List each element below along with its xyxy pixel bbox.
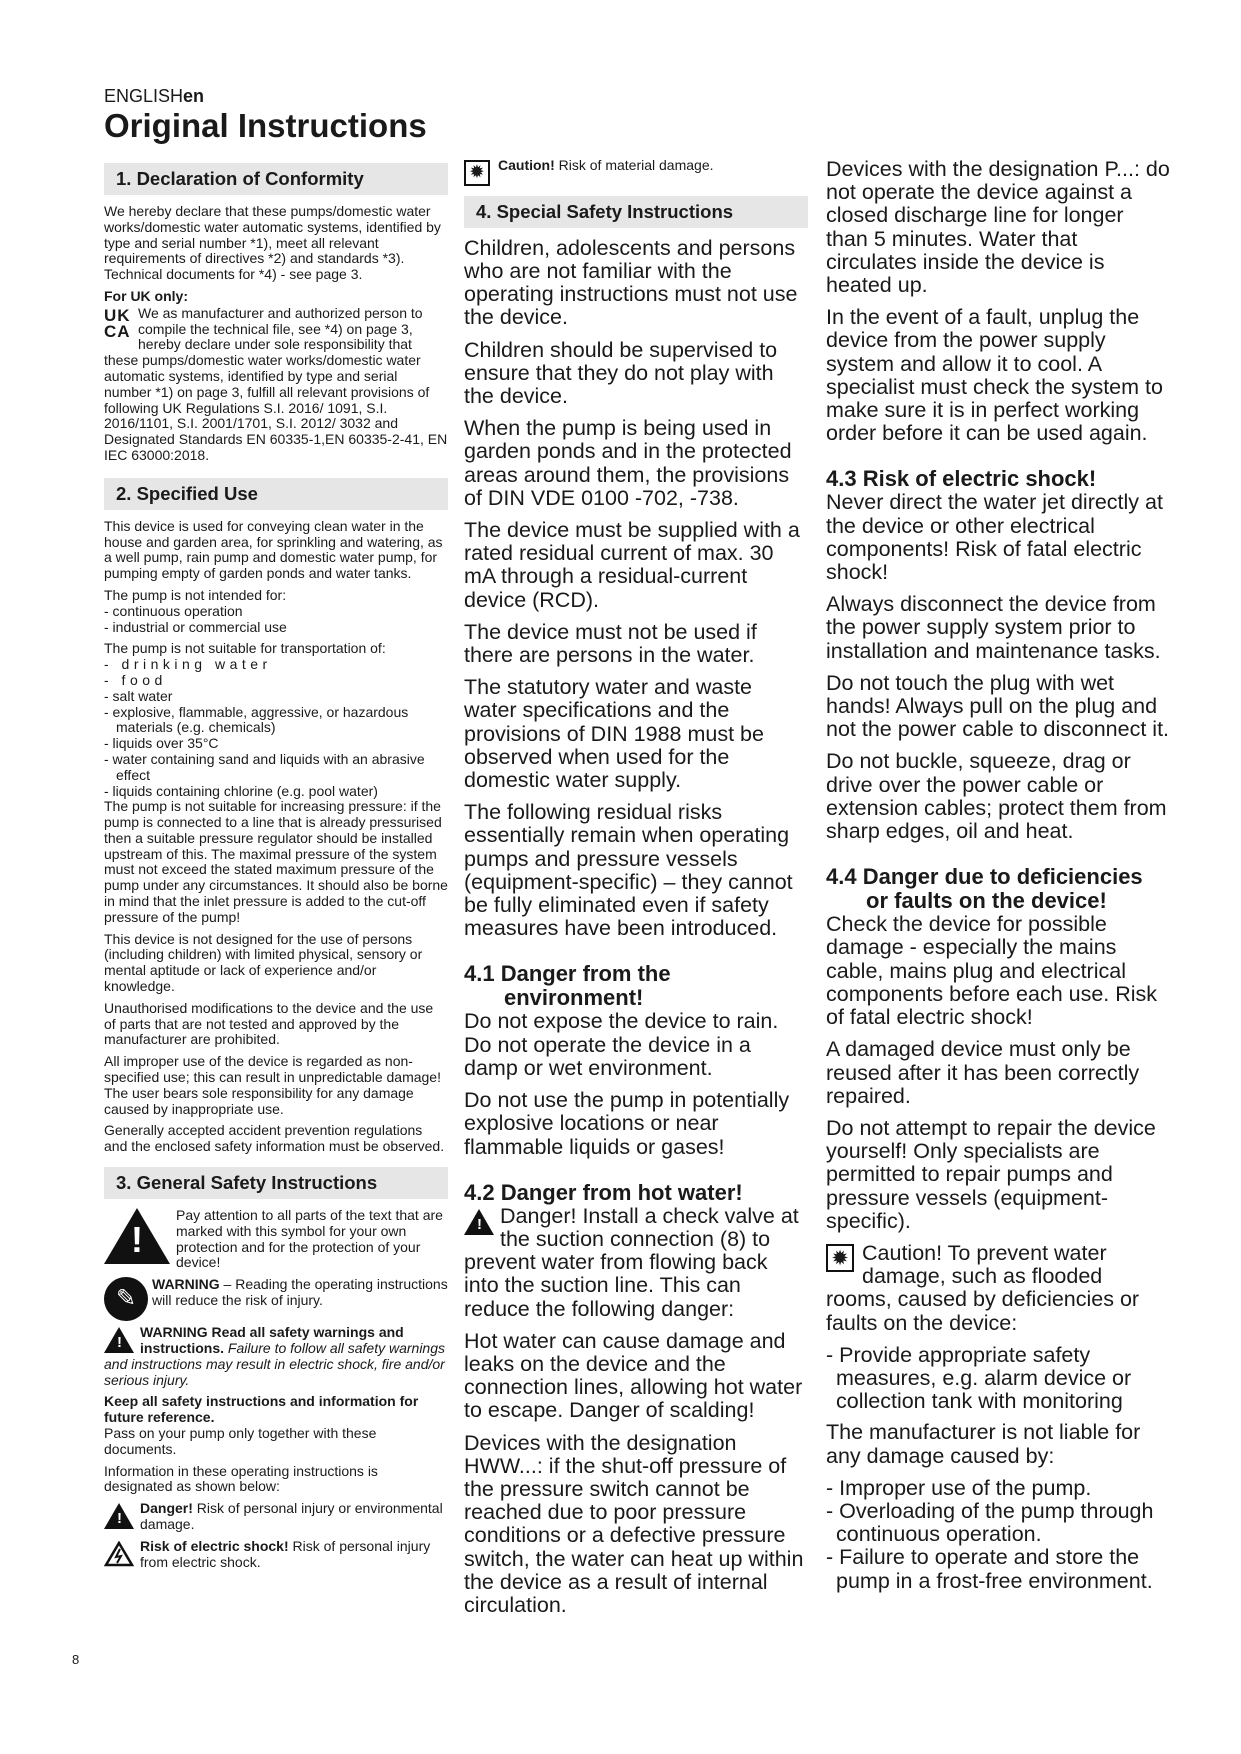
warning-text: – Reading the operating instructions will reduce the risk of injury.	[152, 1276, 448, 1309]
warning-lead: WARNING	[152, 1276, 220, 1293]
paragraph: The statutory water and waste water specifications and the provisions of DIN 1988 must be observed when used for the domestic water supply.	[464, 675, 764, 793]
section-heading-special-safety: 4. Special Safety Instructions	[464, 196, 808, 228]
heading-line: 4.1 Danger from the	[464, 961, 671, 987]
read-instructions-warning	[104, 1276, 448, 1313]
warning-text: Failure to follow all safety warnings and instructions may result in electric shock, fire and/or serious injury.	[104, 1340, 446, 1388]
paragraph: The pump is not suitable for transportation of:	[104, 640, 386, 657]
paragraph: Devices with the designation P...: do not operate the device against a closed discharge line for longer than 5 minutes. Water that circulates inside the device is heated up.	[826, 157, 1170, 298]
heading-line: or faults on the device!	[866, 888, 1107, 914]
caution-lead: Caution!	[498, 157, 555, 173]
shock-text: Risk of personal injury from electric shock.	[140, 1537, 431, 1570]
read-manual-icon: ✎	[104, 1277, 148, 1321]
paragraph: Devices with the designation HWW...: if the shut-off pressure of the pressure switch cannot be reached due to poor pressure conditions or a defective pressure switch, the water can heat up within the device as a result of internal circulation.	[464, 1430, 804, 1617]
warning-lead: WARNING Read all safety warnings and instructions.	[140, 1324, 404, 1357]
list-item: - Improper use of the pump.	[826, 1475, 1092, 1500]
paragraph: Unauthorised modifications to the device and the use of parts that are not tested and approved by the manufacturer are prohibited.	[104, 999, 434, 1048]
uk-declaration	[104, 306, 448, 464]
column-1	[104, 163, 448, 1576]
paragraph: All improper use of the device is regarded as non-specified use; this can result in unpredictable damage! The user bears sole responsibility for any damage caused by inappropriate use.	[104, 1053, 441, 1117]
list-item: - Failure to operate and store the pump in a frost-free environment.	[826, 1545, 1153, 1593]
list-item: - industrial or commercial use	[104, 618, 287, 635]
not-suitable-list	[104, 657, 448, 799]
material-damage-icon: ✹	[464, 160, 490, 186]
page-number: 8	[72, 1652, 80, 1667]
paragraph: Always disconnect the device from the power supply system prior to installation and maintenance tasks.	[826, 592, 1161, 663]
paragraph: A damaged device must only be reused after it has been correctly repaired.	[826, 1037, 1140, 1108]
paragraph: Do not expose the device to rain. Do not operate the device in a damp or wet environment.	[464, 1009, 779, 1080]
list-item: - Overloading of the pump through continuous operation.	[826, 1498, 1154, 1547]
section-heading-specified-use: 2. Specified Use	[104, 478, 448, 510]
shock-lead: Risk of electric shock!	[140, 1537, 289, 1554]
warning-triangle-icon: !	[104, 1208, 170, 1264]
heading-line: 4.4 Danger due to deficiencies	[826, 864, 1143, 890]
paragraph: Children, adolescents and persons who are not familiar with the operating instructions must not use the device.	[464, 235, 798, 330]
section-heading-general-safety: 3. General Safety Instructions	[104, 1167, 448, 1199]
paragraph: This device is used for conveying clean water in the house and garden area, for sprinkling and watering, as a well pump, rain pump and domestic water pump, for pumping empty of garden ponds and water tanks.	[104, 517, 443, 582]
keep-instructions-lead: Keep all safety instructions and information for future reference.	[104, 1393, 419, 1426]
subsection-heading-hot-water: 4.2 Danger from hot water!	[464, 1179, 743, 1205]
column-2	[464, 158, 808, 1626]
section-heading-declaration: 1. Declaration of Conformity	[104, 163, 448, 195]
list-item: - continuous operation	[104, 602, 243, 619]
paragraph: The following residual risks essentially remain when operating pumps and pressure vessels (equipment-specific) – they cannot be fully eliminated even if safety measures have been introduced.	[464, 800, 793, 941]
list-item: - liquids over 35°C	[104, 735, 219, 752]
subsection-heading-deficiencies	[826, 865, 1170, 913]
list-item: - liquids containing chlorine (e.g. pool water)	[104, 782, 378, 799]
water-damage-caution	[826, 1242, 1170, 1335]
paragraph: When the pump is being used in garden ponds and in the protected areas around them, the provisions of DIN VDE 0100 -702, -738.	[464, 416, 792, 510]
paragraph: Generally accepted accident prevention regulations and the enclosed safety information must be observed.	[104, 1122, 445, 1155]
paragraph: Check the device for possible damage - especially the mains cable, mains plug and electrical components before each use. Risk of fatal electric shock!	[826, 912, 1158, 1030]
uk-heading: For UK only:	[104, 287, 188, 304]
general-safety-symbol-note	[104, 1208, 448, 1271]
paragraph: The device must not be used if there are persons in the water.	[464, 619, 757, 668]
paragraph: Hot water can cause damage and leaks on the device and the connection lines, allowing hot water to escape. Danger of scalding!	[464, 1328, 803, 1423]
check-valve-danger	[464, 1205, 808, 1321]
symbol-note-text: Pay attention to all parts of the text that are marked with this symbol for your own protection and for the protection of your device!	[176, 1207, 443, 1271]
paragraph: The manufacturer is not liable for any damage caused by:	[826, 1420, 1141, 1468]
shock-legend	[104, 1539, 448, 1571]
paragraph: In the event of a fault, unplug the device from the power supply system and allow it to cool. A specialist must check the system to make sure it is in perfect working order before it can be used again.	[826, 305, 1163, 446]
paragraph: The pump is not suitable for increasing pressure: if the pump is connected to a line that is already pressurised then a suitable pressure regulator should be installed upstream of this. The maximal pressure of the system must not exceed the stated maximum pressure of the pump under any circumstances. It should also be borne in mind that the inlet pressure is added to the cut-off pressure of the pump!	[104, 798, 448, 925]
caution-text: Risk of material damage.	[554, 157, 714, 173]
paragraph: Do not buckle, squeeze, drag or drive over the power cable or extension cables; protect them from sharp edges, oil and heat.	[826, 749, 1167, 844]
caution-legend	[464, 157, 808, 181]
paragraph: Pass on your pump only together with these documents.	[104, 1425, 377, 1457]
paragraph: Do not touch the plug with wet hands! Always pull on the plug and not the power cable to disconnect it.	[826, 670, 1170, 742]
paragraph: This device is not designed for the use of persons (including children) with limited physical, sensory or mental aptitude or lack of experience and/or knowledge.	[104, 930, 423, 995]
subsection-heading-electric-shock: 4.3 Risk of electric shock!	[826, 466, 1097, 492]
list-item: - salt water	[104, 687, 173, 704]
column-3	[826, 158, 1170, 1601]
uk-declaration-text: We as manufacturer and authorized person to compile the technical file, see *4) on page 3, hereby declare under sole responsibility that these pumps/domestic water works/domestic water automatic systems, identified by type and serial number *1) on page 3, fulfill all relevant provisions of following UK Regulations S.I. 2016/ 1091, S.I. 2016/1101, S.I. 2001/1701, S.I. 2012/ 3032 and Designated Standards EN 60335-1,EN 60335-2-41, EN IEC 63000:2018.	[104, 304, 448, 463]
electric-shock-icon	[104, 1541, 134, 1567]
paragraph: The device must be supplied with a rated residual current of max. 30 mA through a residual-current device (RCD).	[464, 518, 800, 612]
paragraph: Information in these operating instructions is designated as shown below:	[104, 1462, 378, 1495]
paragraph: Do not use the pump in potentially explosive locations or near flammable liquids or gases!	[464, 1088, 790, 1159]
list-item: - Provide appropriate safety measures, e.g. alarm device or collection tank with monitoring	[826, 1342, 1132, 1414]
list-item: - explosive, flammable, aggressive, or hazardous materials (e.g. chemicals)	[104, 703, 409, 736]
paragraph: The pump is not intended for:	[104, 586, 287, 603]
subsection-heading-environment	[464, 962, 808, 1010]
check-valve-text: Danger! Install a check valve at the suction connection (8) to prevent water from flowing back into the suction line. This can reduce the following danger:	[464, 1203, 799, 1321]
heading-line: environment!	[504, 985, 644, 1011]
not-intended-list	[104, 604, 448, 636]
language-label	[104, 86, 204, 107]
danger-triangle-icon: !	[104, 1503, 134, 1529]
liability-exclusions-list	[826, 1477, 1170, 1593]
warning-triangle-icon: !	[104, 1327, 134, 1353]
danger-lead: Danger!	[140, 1500, 193, 1517]
material-damage-icon: ✹	[826, 1244, 854, 1272]
danger-legend	[104, 1501, 448, 1533]
language-name: ENGLISH	[104, 86, 184, 106]
list-item: - food	[104, 671, 167, 688]
danger-triangle-icon: !	[464, 1209, 494, 1235]
list-item: - drinking water	[104, 656, 272, 673]
paragraph: Do not attempt to repair the device yourself! Only specialists are permitted to repair pumps and pressure vessels (equipment-specific).	[826, 1115, 1156, 1233]
safety-warnings-note	[104, 1325, 448, 1388]
danger-text: Risk of personal injury or environmental damage.	[140, 1500, 443, 1532]
caution-text: Caution! To prevent water damage, such as flooded rooms, caused by deficiencies or faults on the device:	[826, 1240, 1140, 1335]
paragraph: We hereby declare that these pumps/domestic water works/domestic water automatic systems, identified by type and serial number *1), meet all relevant requirements of directives *2) and standards *3). Technical documents for *4) - see page 3.	[104, 203, 441, 283]
paragraph: Children should be supervised to ensure that they do not play with the device.	[464, 337, 778, 409]
paragraph: Never direct the water jet directly at the device or other electrical components! Risk of fatal electric shock!	[826, 490, 1163, 585]
page-title: Original Instructions	[104, 107, 427, 144]
safety-measures-list	[826, 1344, 1170, 1414]
list-item: - water containing sand and liquids with an abrasive effect	[104, 750, 425, 783]
language-code: en	[183, 86, 205, 106]
ukca-mark-icon: UK CA	[104, 305, 131, 341]
